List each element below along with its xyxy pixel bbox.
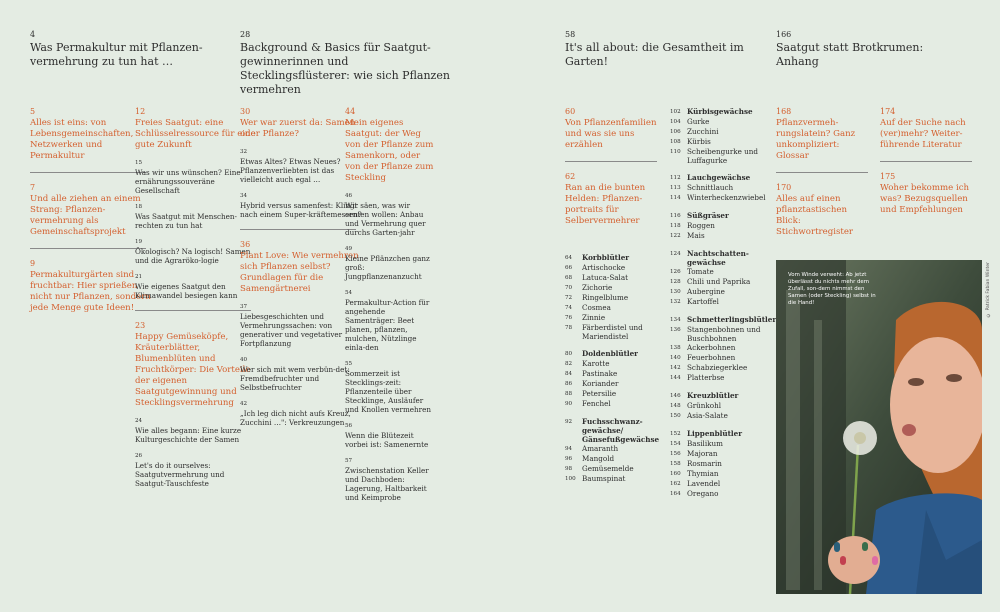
plant-name: Winterheckenzwiebel [687, 193, 766, 202]
plant-page-number: 116 [670, 213, 681, 219]
plant-name: Latuca-Salat [582, 273, 628, 282]
section-header-1 [30, 30, 220, 69]
plant-family-group [670, 107, 765, 165]
plant-name: Lavendel [687, 479, 721, 488]
plant-name: Grünkohl [687, 401, 722, 410]
plant-page-number: 138 [670, 345, 681, 351]
plant-entry[interactable] [670, 231, 765, 241]
plant-page-number: 162 [670, 481, 681, 487]
toc-chapter[interactable] [565, 172, 660, 227]
section-title: Background & Basics für Saatgut-gewinnerinnen und Stecklingsflüsterer: wie sich Pflanzen vermehren [240, 41, 450, 96]
chapter-page-number: 60 [565, 107, 576, 116]
subentry-title: Zwischenstation Keller und Dachboden: Lagerung, Haltbarkeit und Keimprobe [345, 466, 429, 502]
plant-name: Mais [687, 231, 705, 240]
subentry-title: Wie eigenes Saatgut den Klimawandel besiegen kann [135, 282, 238, 300]
plant-entry[interactable] [565, 263, 665, 273]
plant-page-number: 158 [670, 461, 681, 467]
plant-family-entry[interactable] [565, 253, 665, 263]
toc-chapter[interactable] [880, 107, 975, 151]
chapter-page-number: 12 [135, 107, 146, 116]
subentry-title: Wer sich mit wem verbün-det: Fremdbefruchter und Selbstbefruchter [240, 365, 350, 392]
plant-entry[interactable] [670, 401, 765, 411]
chapter-page-number: 7 [30, 183, 36, 192]
chapter-page-number: 23 [135, 321, 146, 330]
toc-subentry[interactable] [240, 149, 362, 184]
section-title: Was Permakultur mit Pflanzen-vermehrung zu tun hat … [30, 41, 203, 68]
subentry-page-number: 42 [240, 401, 248, 407]
plant-page-number: 164 [670, 491, 681, 497]
plant-name: Mangold [582, 454, 615, 463]
plant-family-entry[interactable] [670, 315, 777, 325]
plant-page-number: 68 [565, 275, 573, 281]
subentry-page-number: 19 [135, 239, 143, 245]
plant-entry[interactable] [670, 439, 765, 449]
plant-entry[interactable] [670, 221, 765, 231]
toc-subentry[interactable] [345, 423, 435, 449]
plant-family-name: Schmetterlingsblütler [687, 315, 777, 324]
toc-chapter[interactable] [135, 321, 257, 409]
divider [135, 310, 251, 311]
plant-page-number: 82 [565, 361, 573, 367]
plant-entry[interactable] [670, 287, 765, 297]
plant-page-number: 136 [670, 327, 681, 333]
chapter-title: Freies Saatgut: eine Schlüsselressource für eine gute Zukunft [135, 118, 256, 150]
plant-page-number: 78 [565, 325, 573, 331]
photo-caption: Vom Winde verweht: Ab jetzt überlässt du nichts mehr dem Zufall, son-dern nimmst den Samen (oder Steckling) selbst in die Hand! [788, 272, 876, 306]
plant-entry[interactable] [670, 325, 765, 343]
toc-subentry[interactable] [345, 361, 435, 414]
divider [565, 161, 657, 162]
toc-subentry[interactable] [135, 274, 257, 300]
plant-family-name: Kürbisgewächse [687, 107, 753, 116]
plant-page-number: 108 [670, 139, 681, 145]
divider [30, 248, 146, 249]
subentry-page-number: 21 [135, 274, 143, 280]
chapter-title: Woher bekomme ich was? Bezugsquellen und Empfehlungen [880, 183, 970, 215]
subentry-page-number: 18 [135, 204, 143, 210]
plant-page-number: 96 [565, 456, 573, 462]
plant-name: Zucchini [687, 127, 719, 136]
plant-page-number: 102 [670, 109, 681, 115]
subentry-page-number: 57 [345, 458, 353, 464]
plant-entry[interactable] [670, 147, 765, 165]
toc-chapter[interactable] [240, 107, 362, 140]
subentry-page-number: 46 [345, 193, 353, 199]
section-title: Saatgut statt Brotkrumen: Anhang [776, 41, 924, 68]
photo-credit: © Patrick Fabian Winter [986, 262, 991, 318]
toc-chapter[interactable] [30, 183, 152, 238]
chapter-page-number: 62 [565, 172, 576, 181]
plant-page-number: 156 [670, 451, 681, 457]
section-title: It's all about: die Gesamtheit im Garten! [565, 41, 744, 68]
toc-chapter[interactable] [880, 172, 975, 216]
plant-family-entry[interactable] [565, 417, 665, 444]
plant-entry[interactable] [565, 323, 665, 341]
plant-name: Karotte [582, 359, 610, 368]
plant-page-number: 154 [670, 441, 681, 447]
toc-subentry[interactable] [135, 418, 257, 444]
plant-page-number: 112 [670, 175, 681, 181]
plant-entry[interactable] [670, 459, 765, 469]
section-header-2 [240, 30, 455, 97]
subentry-page-number: 49 [345, 246, 353, 252]
plant-page-number: 74 [565, 305, 573, 311]
plant-entry[interactable] [565, 444, 665, 454]
plant-entry[interactable] [565, 359, 665, 369]
plant-page-number: 100 [565, 476, 576, 482]
subentry-title: Kleine Pflänzchen ganz groß: Jungpflanzenanzucht [345, 254, 430, 281]
toc-column-1 [30, 107, 152, 314]
plant-entry[interactable] [565, 389, 665, 399]
toc-subentry[interactable] [345, 458, 435, 502]
section-page-number: 4 [30, 30, 36, 39]
divider [30, 172, 146, 173]
plant-family-entry[interactable] [670, 391, 765, 401]
plant-page-number: 152 [670, 431, 681, 437]
plant-page-number: 132 [670, 299, 681, 305]
toc-subentry[interactable] [135, 160, 257, 195]
chapter-title: Alles ist eins: von Lebensgemeinschaften, Netzwerken und Permakultur [30, 118, 134, 161]
chapter-title: Mein eigenes Saatgut: der Weg von der Pflanze zum Samenkorn, oder von der Pflanze zum Steckling [345, 118, 434, 183]
plant-name: Pastinake [582, 369, 618, 378]
plant-page-number: 94 [565, 446, 573, 452]
chapter-title: Permakulturgärten sind fruchtbar: Hier sprießen nicht nur Pflanzen, sondern jede Menge gute Ideen! [30, 270, 151, 313]
toc-subentry[interactable] [240, 401, 362, 427]
plant-family-entry[interactable] [670, 173, 765, 183]
chapter-page-number: 174 [880, 107, 896, 116]
plant-entry[interactable] [670, 353, 765, 363]
plant-page-number: 86 [565, 381, 573, 387]
plant-name: Chili und Paprika [687, 277, 751, 286]
subentry-page-number: 55 [345, 361, 353, 367]
plant-page-number: 80 [565, 351, 573, 357]
plant-name: Asia-Salate [687, 411, 728, 420]
plant-page-number: 72 [565, 295, 573, 301]
plant-name: Petersilie [582, 389, 617, 398]
plant-page-number: 70 [565, 285, 573, 291]
section-page-number: 166 [776, 30, 792, 39]
subentry-title: Ökologisch? Na logisch! Samen und die Agraröko-logie [135, 247, 251, 265]
toc-subentry[interactable] [345, 246, 435, 281]
plant-name: Stangenbohnen und Buschbohnen [687, 325, 761, 343]
divider [240, 229, 356, 230]
toc-column-5 [565, 107, 660, 227]
subentry-page-number: 40 [240, 357, 248, 363]
plant-entry[interactable] [565, 283, 665, 293]
toc-subentry[interactable] [135, 453, 257, 488]
plant-page-number: 66 [565, 265, 573, 271]
plant-name: Aubergine [687, 287, 725, 296]
subentry-title: Etwas Altes? Etwas Neues? Pflanzenverliebten ist das vielleicht auch egal … [240, 157, 341, 184]
plant-family-group [670, 211, 765, 241]
subentry-title: Was wir uns wünschen? Eine ernährungssouveräne Gesellschaft [135, 168, 241, 195]
plant-page-number: 64 [565, 255, 573, 261]
plant-name: Oregano [687, 489, 719, 498]
chapter-title: Plant Love: Wie vermehren sich Pflanzen selbst? Grundlagen für die Samengärtnerei [240, 251, 359, 294]
plant-page-number: 76 [565, 315, 573, 321]
chapter-page-number: 5 [30, 107, 36, 116]
plant-entry[interactable] [670, 373, 765, 383]
plant-entry[interactable] [670, 117, 765, 127]
plant-page-number: 110 [670, 149, 681, 155]
plant-name: Basilikum [687, 439, 723, 448]
plant-page-number: 106 [670, 129, 681, 135]
plant-name: Platterbse [687, 373, 725, 382]
plant-family-group [565, 417, 665, 484]
subentry-title: Wie alles begann: Eine kurze Kulturgeschichte der Samen [135, 426, 242, 444]
subentry-page-number: 34 [240, 193, 248, 199]
divider [880, 161, 972, 162]
toc-chapter[interactable] [345, 107, 435, 184]
plant-family-name: Doldenblütler [582, 349, 638, 358]
chapter-title: Happy Gemüseköpfe, Kräuterblätter, Blumenblüten und Fruchtkörper: Die Vorteile der eigenen Saatgutgewinnung und Stecklingsvermehrung [135, 332, 251, 408]
toc-chapter[interactable] [776, 183, 871, 238]
plant-page-number: 113 [670, 185, 681, 191]
plant-name: Feuerbohnen [687, 353, 736, 362]
plant-entry[interactable] [565, 464, 665, 474]
subentry-title: Let's do it ourselves: Saatgutvermehrung und Saatgut-Tauschfeste [135, 461, 225, 488]
chapter-page-number: 44 [345, 107, 356, 116]
plant-family-name: Lauchgewächse [687, 173, 751, 182]
chapter-title: Pflanzvermeh-rungslatein? Ganz unkompliziert: Glossar [776, 118, 856, 161]
plant-name: Zichorie [582, 283, 613, 292]
plant-entry[interactable] [670, 343, 765, 353]
plant-page-number: 118 [670, 223, 681, 229]
plant-family-entry[interactable] [670, 107, 765, 117]
plant-entry[interactable] [670, 469, 765, 479]
subentry-page-number: 24 [135, 418, 143, 424]
toc-chapter[interactable] [30, 259, 152, 314]
plant-entry[interactable] [670, 479, 765, 489]
plant-family-entry[interactable] [670, 249, 765, 267]
chapter-page-number: 9 [30, 259, 36, 268]
plant-page-number: 134 [670, 317, 681, 323]
woman-blowing-dandelion-image [776, 260, 982, 594]
toc-subentry[interactable] [135, 204, 257, 230]
plant-name: Baumspinat [582, 474, 626, 483]
plant-name: Fenchel [582, 399, 611, 408]
plant-name: Amaranth [582, 444, 619, 453]
subentry-title: Wir säen, was wir ernten wollen: Anbau und Vermehrung quer durchs Garten-jahr [345, 201, 426, 237]
chapter-page-number: 30 [240, 107, 251, 116]
toc-chapter[interactable] [565, 107, 660, 151]
plant-name: Koriander [582, 379, 619, 388]
toc-subentry[interactable] [240, 193, 362, 219]
plant-portrait-list-1 [565, 253, 665, 492]
plant-family-group [565, 349, 665, 409]
subentry-title: Hybrid versus samenfest: Klingt nach einem Super-kräftemessen? [240, 201, 362, 219]
plant-page-number: 128 [670, 279, 681, 285]
plant-name: Roggen [687, 221, 715, 230]
plant-name: Zinnie [582, 313, 606, 322]
plant-entry[interactable] [565, 313, 665, 323]
plant-family-group [670, 429, 765, 499]
plant-page-number: 114 [670, 195, 681, 201]
toc-subentry[interactable] [135, 239, 257, 265]
plant-entry[interactable] [670, 193, 765, 203]
subentry-title: Was Saatgut mit Menschen-rechten zu tun hat [135, 212, 237, 230]
chapter-page-number: 175 [880, 172, 896, 181]
subentry-title: Sommerzeit ist Stecklings-zeit: Pflanzenteile über Stecklinge, Ausläufer und Knollen vermehren [345, 369, 432, 414]
plant-entry[interactable] [670, 277, 765, 287]
plant-name: Scheibengurke und Luffagurke [687, 147, 759, 165]
plant-entry[interactable] [670, 267, 765, 277]
plant-family-name: Nachtschatten-gewächse [687, 249, 749, 267]
plant-name: Rosmarin [687, 459, 722, 468]
plant-family-group [565, 253, 665, 341]
plant-entry[interactable] [565, 474, 665, 484]
subentry-title: Permakultur-Action für angehende Samenträger: Beet planen, pflanzen, mulchen, Nützlinge einla-den [345, 298, 430, 352]
plant-entry[interactable] [670, 137, 765, 147]
chapter-title: Alles auf einen pflanztastischen Blick: Stichwortregister [776, 194, 854, 237]
plant-entry[interactable] [565, 454, 665, 464]
toc-subentry[interactable] [240, 357, 362, 392]
plant-family-name: Fuchsschwanz-gewächse/ Gänsefußgewächse [582, 417, 660, 444]
plant-page-number: 84 [565, 371, 573, 377]
chapter-title: Wer war zuerst da: Samen oder Pflanze? [240, 118, 356, 139]
plant-family-name: Lippenblütler [687, 429, 743, 438]
plant-family-entry[interactable] [670, 211, 765, 221]
plant-family-entry[interactable] [565, 349, 665, 359]
plant-page-number: 160 [670, 471, 681, 477]
plant-name: Tomate [687, 267, 714, 276]
plant-name: Majoran [687, 449, 718, 458]
plant-entry[interactable] [670, 489, 765, 499]
plant-page-number: 98 [565, 466, 573, 472]
plant-entry[interactable] [670, 411, 765, 421]
plant-page-number: 150 [670, 413, 681, 419]
plant-page-number: 124 [670, 251, 681, 257]
plant-page-number: 126 [670, 269, 681, 275]
plant-entry[interactable] [565, 303, 665, 313]
plant-family-group [670, 391, 765, 421]
subentry-page-number: 15 [135, 160, 143, 166]
plant-family-entry[interactable] [670, 429, 765, 439]
plant-page-number: 146 [670, 393, 681, 399]
toc-chapter[interactable] [30, 107, 152, 162]
plant-page-number: 122 [670, 233, 681, 239]
plant-name: Ackerbohnen [687, 343, 736, 352]
plant-name: Gurke [687, 117, 710, 126]
plant-page-number: 144 [670, 375, 681, 381]
chapter-page-number: 168 [776, 107, 792, 116]
plant-name: Schnittlauch [687, 183, 734, 192]
plant-name: Artischocke [582, 263, 626, 272]
section-page-number: 58 [565, 30, 576, 39]
toc-chapter[interactable] [135, 107, 257, 151]
plant-entry[interactable] [670, 449, 765, 459]
section-page-number: 28 [240, 30, 251, 39]
toc-column-4 [345, 107, 435, 502]
toc-subentry[interactable] [240, 304, 362, 348]
chapter-page-number: 36 [240, 240, 251, 249]
plant-page-number: 130 [670, 289, 681, 295]
toc-chapter[interactable] [240, 240, 362, 295]
section-header-4 [776, 30, 966, 69]
plant-page-number: 90 [565, 401, 573, 407]
plant-name: Schabziegerklee [687, 363, 748, 372]
plant-portrait-list-2 [670, 107, 777, 507]
plant-name: Gemüsemelde [582, 464, 634, 473]
plant-page-number: 88 [565, 391, 573, 397]
chapter-title: Auf der Suche nach (ver)mehr? Weiter-führende Literatur [880, 118, 966, 150]
subentry-title: Wenn die Blütezeit vorbei ist: Samenernte [345, 431, 429, 449]
dandelion-photo [776, 260, 982, 594]
plant-family-group [670, 249, 765, 307]
toc-subentry[interactable] [345, 193, 435, 237]
plant-family-group [670, 173, 765, 203]
plant-name: Kartoffel [687, 297, 719, 306]
plant-page-number: 148 [670, 403, 681, 409]
plant-entry[interactable] [565, 293, 665, 303]
plant-name: Färberdistel und Mariendistel [582, 323, 643, 341]
subentry-page-number: 37 [240, 304, 248, 310]
subentry-page-number: 32 [240, 149, 248, 155]
plant-family-name: Korbblütler [582, 253, 630, 262]
chapter-title: Ran an die bunten Helden: Pflanzen-portraits für Selbervermehrer [565, 183, 646, 226]
divider [776, 172, 868, 173]
section-header-3 [565, 30, 755, 69]
plant-name: Ringelblume [582, 293, 629, 302]
plant-page-number: 140 [670, 355, 681, 361]
plant-entry[interactable] [670, 363, 765, 373]
plant-entry[interactable] [565, 399, 665, 409]
plant-entry[interactable] [670, 127, 765, 137]
plant-page-number: 142 [670, 365, 681, 371]
plant-entry[interactable] [670, 183, 765, 193]
plant-name: Thymian [687, 469, 719, 478]
plant-entry[interactable] [565, 369, 665, 379]
plant-page-number: 104 [670, 119, 681, 125]
face-shape [890, 337, 982, 473]
subentry-page-number: 26 [135, 453, 143, 459]
chapter-title: Und alle ziehen an einem Strang: Pflanzen-vermehrung als Gemeinschaftsprojekt [30, 194, 141, 237]
toc-column-8 [880, 107, 975, 216]
toc-column-7 [776, 107, 871, 238]
subentry-title: „Ich leg dich nicht aufs Kreuz, Zucchini …": Verkreuzungen [240, 409, 351, 427]
plant-family-name: Süßgräser [687, 211, 729, 220]
toc-column-2 [135, 107, 257, 488]
plant-page-number: 92 [565, 419, 573, 425]
plant-family-group [670, 315, 777, 383]
chapter-page-number: 170 [776, 183, 792, 192]
plant-entry[interactable] [565, 379, 665, 389]
plant-name: Cosmea [582, 303, 611, 312]
subentry-page-number: 56 [345, 423, 353, 429]
toc-subentry[interactable] [345, 290, 435, 352]
subentry-title: Liebesgeschichten und Vermehrungssachen: von generativer und vegetativer Fortpflanzung [240, 312, 343, 348]
toc-column-3 [240, 107, 362, 427]
plant-name: Kürbis [687, 137, 711, 146]
plant-entry[interactable] [565, 273, 665, 283]
plant-entry[interactable] [670, 297, 765, 307]
toc-chapter[interactable] [776, 107, 871, 162]
subentry-page-number: 54 [345, 290, 353, 296]
plant-family-name: Kreuzblütler [687, 391, 739, 400]
chapter-title: Von Pflanzenfamilien und was sie uns erzählen [565, 118, 657, 150]
